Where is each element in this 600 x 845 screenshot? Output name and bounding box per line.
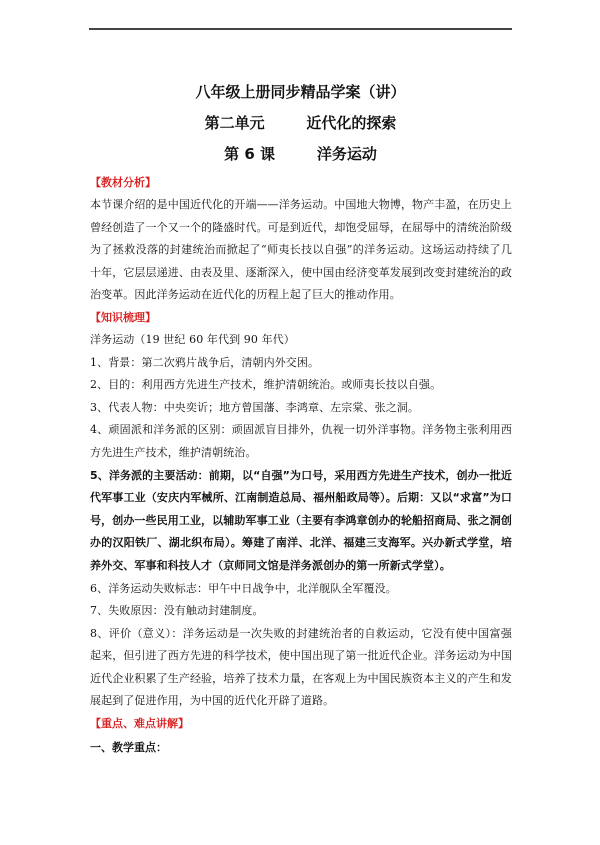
knowledge-item-2: 2、目的：利用西方先进生产技术，维护清朝统治。或师夷长技以自强。 (90, 378, 442, 392)
section-heading-analysis: 【教材分析】 (90, 176, 156, 189)
unit-title: 第二单元 近代化的探索 (204, 114, 397, 132)
teaching-focus-heading: 一、教学重点： (90, 741, 167, 755)
section-heading-knowledge: 【知识梳理】 (90, 310, 156, 324)
knowledge-item-6: 6、洋务运动失败标志：甲午中日战争中，北洋舰队全军覆没。 (90, 581, 397, 595)
title-block (89, 77, 512, 170)
knowledge-item-3: 3、代表人物：中央奕䜣；地方曾国藩、李鸿章、左宗棠、张之洞。 (90, 400, 419, 414)
knowledge-item-5: 5、洋务派的主要活动：前期，以“自强”为口号，采用西方先进生产技术，创办一批近代军事工业（安庆内军械所、江南制造总局、福州船政局等）。后期：又以“求富”为口号，创办一些民用工业，以辅助军事工业（主要有李鸿章创办的轮船招商局、张之洞创办的汉阳铁厂、湖北织布局）。筹建了南洋、北洋、福建三支海军。兴办新式学堂，培养外交、军事和科技人才（京师同文馆是洋务派创办的第一所新式学堂）。 (90, 468, 513, 572)
main-title: 八年级上册同步精品学案（讲） (195, 83, 406, 101)
knowledge-item-1: 1、背景：第二次鸦片战争后，清朝内外交困。 (90, 355, 320, 369)
analysis-paragraph: 本节课介绍的是中国近代化的开端——洋务运动。中国地大物博，物产丰盈，在历史上曾经创造了一个又一个的隆盛时代。可是到近代，却饱受屈辱，在屈辱中的清统治阶级为了拯救没落的封建统治而掀起了“师夷长技以自强”的洋务运动。这场运动持续了几十年，它层层递进、由表及里、逐渐深入，使中国由经济变革发展到改变封建统治的政治变革。因此洋务运动在近代化的历程上起了巨大的推动作用。 (90, 198, 512, 302)
knowledge-item-4: 4、顽固派和洋务派的区别：顽固派盲目排外，仇视一切外洋事物。洋务物主张利用西方先进生产技术，维护清朝统治。 (90, 423, 512, 459)
knowledge-item-7: 7、失败原因：没有触动封建制度。 (90, 604, 264, 618)
header-rule (89, 28, 512, 30)
knowledge-intro: 洋务运动（19 世纪 60 年代到 90 年代） (90, 332, 295, 346)
section-heading-key-points: 【重点、难点讲解】 (90, 717, 189, 731)
knowledge-item-8: 8、评价（意义）：洋务运动是一次失败的封建统治者的自救运动，它没有使中国富强起来，但引进了西方先进的科学技术，使中国出现了第一批近代企业。洋务运动为中国近代企业积累了生产经验，培养了技术力量，在客观上为中国民族资本主义的产生和发展起到了促进作用，为中国的近代化开辟了道路。 (90, 626, 512, 708)
lesson-title: 第 6 课 洋务运动 (224, 145, 377, 163)
document-body (90, 172, 512, 759)
